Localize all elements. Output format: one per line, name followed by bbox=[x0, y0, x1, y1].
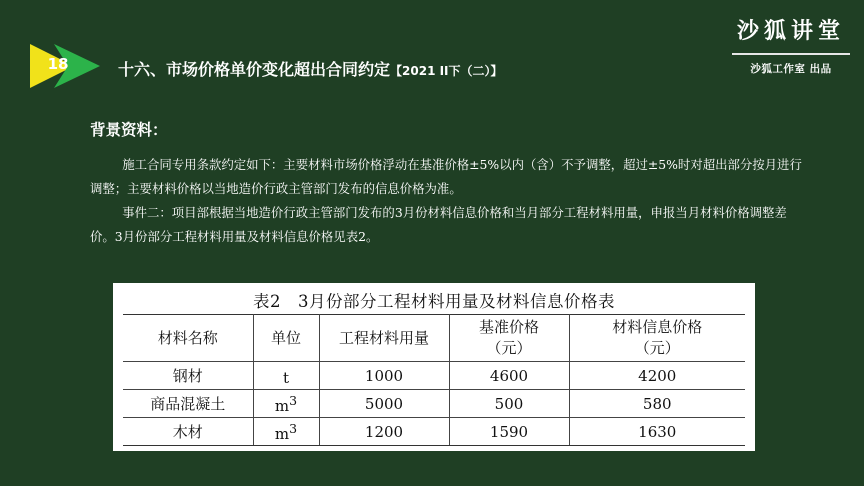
cell-info-price: 1630 bbox=[569, 418, 745, 446]
logo-title: 沙狐讲堂 bbox=[736, 18, 845, 44]
table-image bbox=[113, 283, 755, 451]
logo-divider bbox=[732, 53, 850, 55]
body-text bbox=[90, 153, 810, 249]
slide-title-text: 十六、市场价格单价变化超出合同约定 bbox=[118, 60, 391, 79]
table-row bbox=[123, 390, 745, 418]
cell-material-name: 木材 bbox=[123, 418, 253, 446]
unit-superscript: 3 bbox=[289, 393, 298, 408]
cell-unit bbox=[253, 362, 319, 390]
cell-info-price: 580 bbox=[569, 390, 745, 418]
section-heading: 背景资料： bbox=[90, 121, 168, 139]
header-base-price-unit: （元） bbox=[486, 339, 532, 357]
header-material-name: 材料名称 bbox=[123, 315, 253, 362]
table-row bbox=[123, 418, 745, 446]
header-quantity: 工程材料用量 bbox=[319, 315, 449, 362]
cell-material-name: 商品混凝土 bbox=[123, 390, 253, 418]
paragraph-contract: 施工合同专用条款约定如下：主要材料市场价格浮动在基准价格±5%以内（含）不予调整，超过±5%时对超出部分按月进行调整；主要材料价格以当地造价行政主管部门发布的信息价格为准。 bbox=[90, 157, 802, 196]
cell-quantity: 1000 bbox=[319, 362, 449, 390]
table-header-row bbox=[123, 315, 745, 362]
table-caption: 表2 3月份部分工程材料用量及材料信息价格表 bbox=[253, 292, 615, 311]
header-info-price-unit: （元） bbox=[634, 339, 680, 357]
paragraph-event-two: 事件二：项目部根据当地造价行政主管部门发布的3月份材料信息价格和当月部分工程材料用量，申报当月材料价格调整差价。3月份部分工程材料用量及材料信息价格见表2。 bbox=[90, 205, 787, 244]
header-unit: 单位 bbox=[253, 315, 319, 362]
cell-material-name: 钢材 bbox=[123, 362, 253, 390]
slide-title bbox=[118, 57, 503, 80]
cell-base-price: 1590 bbox=[449, 418, 569, 446]
brand-logo bbox=[736, 14, 846, 76]
header-base-price-label: 基准价格 bbox=[478, 318, 539, 336]
unit-text: m bbox=[274, 425, 290, 443]
slide-number: 18 bbox=[47, 55, 69, 73]
cell-base-price: 500 bbox=[449, 390, 569, 418]
header-base-price bbox=[449, 315, 569, 362]
unit-superscript: 3 bbox=[289, 421, 298, 436]
cell-unit bbox=[253, 390, 319, 418]
cell-base-price: 4600 bbox=[449, 362, 569, 390]
logo-subtitle: 沙狐工作室 出品 bbox=[750, 63, 832, 75]
unit-text: t bbox=[282, 369, 290, 387]
unit-text: m bbox=[274, 397, 290, 415]
cell-unit bbox=[253, 418, 319, 446]
slide-title-tag: 【2021 II下（二）】 bbox=[390, 64, 503, 78]
table-row bbox=[123, 362, 745, 390]
material-price-table bbox=[123, 314, 745, 446]
cell-quantity: 1200 bbox=[319, 418, 449, 446]
cell-quantity: 5000 bbox=[319, 390, 449, 418]
header-info-price-label: 材料信息价格 bbox=[612, 318, 703, 336]
header-info-price bbox=[569, 315, 745, 362]
cell-info-price: 4200 bbox=[569, 362, 745, 390]
